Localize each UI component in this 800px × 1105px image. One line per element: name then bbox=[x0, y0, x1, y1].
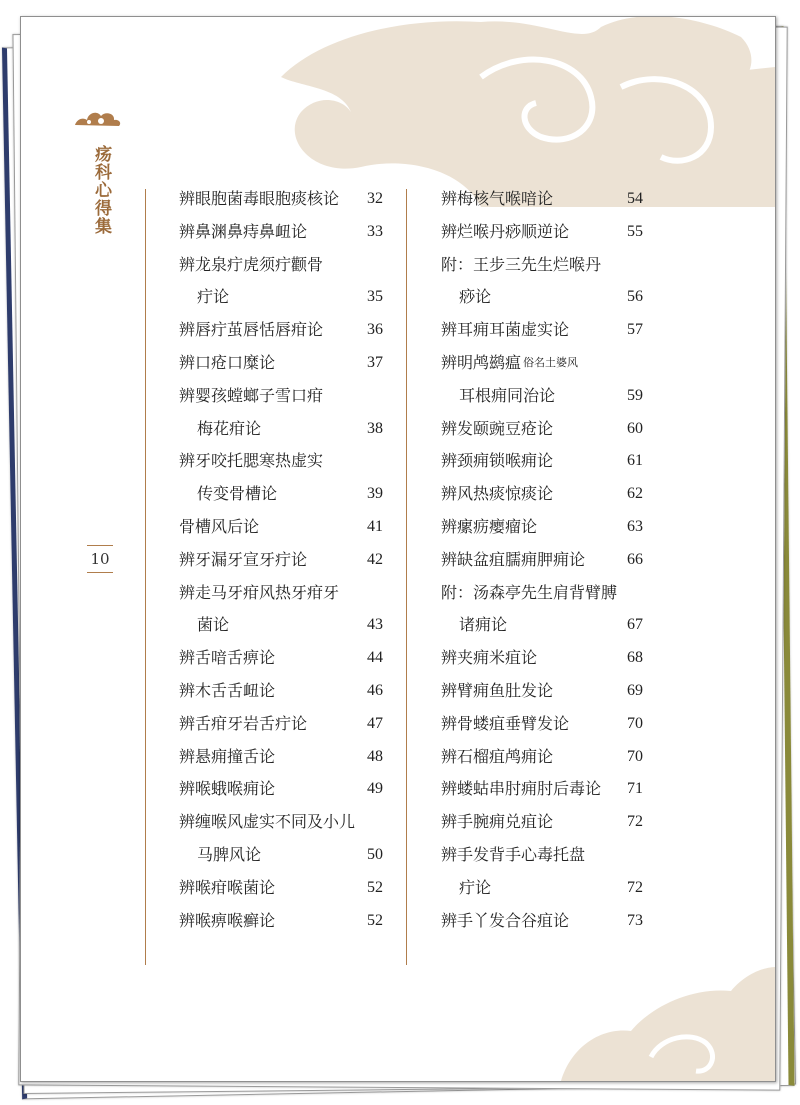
toc-entry-title: 辨石榴疽鸬痈论 bbox=[441, 746, 554, 766]
toc-entry-title: 传变骨槽论 bbox=[197, 484, 278, 504]
toc-entry-title: 辨悬痈撞舌论 bbox=[179, 746, 276, 766]
toc-entry-page: 63 bbox=[627, 517, 643, 535]
toc-entry[interactable] bbox=[179, 839, 383, 872]
toc-entry-title: 辨缺盆疽臑痈胛痈论 bbox=[441, 549, 586, 569]
toc-entry-title: 辨烂喉丹痧顺逆论 bbox=[441, 221, 570, 241]
toc-entry[interactable] bbox=[441, 445, 643, 478]
toc-entry[interactable] bbox=[179, 806, 383, 839]
center-column-rule bbox=[406, 189, 407, 965]
toc-entry-page: 35 bbox=[367, 288, 383, 306]
toc-entry[interactable] bbox=[441, 544, 643, 577]
toc-entry[interactable] bbox=[441, 806, 643, 839]
toc-entry[interactable] bbox=[179, 281, 383, 314]
toc-entry[interactable] bbox=[441, 413, 643, 446]
toc-entry-page: 61 bbox=[627, 452, 643, 470]
toc-entry-title: 辨牙漏牙宣牙疔论 bbox=[179, 549, 308, 569]
toc-entry[interactable] bbox=[441, 216, 643, 249]
toc-entry-title: 骨槽风后论 bbox=[179, 516, 260, 536]
toc-entry-title: 辨喉痹喉癣论 bbox=[179, 910, 276, 930]
toc-entry[interactable] bbox=[179, 445, 383, 478]
toc-entry-page: 54 bbox=[627, 190, 643, 207]
toc-entry-title: 痧论 bbox=[459, 287, 492, 307]
toc-entry-title: 辨喉蛾喉痈论 bbox=[179, 779, 276, 799]
toc-entry-page: 32 bbox=[367, 190, 383, 207]
book-title-vertical: 疡科心得集 bbox=[91, 145, 111, 235]
toc-entry[interactable] bbox=[441, 642, 643, 675]
toc-entry-title: 辨龙泉疔虎须疔颧骨 bbox=[179, 254, 324, 274]
toc-entry-page: 52 bbox=[367, 878, 383, 896]
cloud-ornament-bottom bbox=[561, 947, 775, 1081]
toc-entry[interactable] bbox=[441, 314, 643, 347]
toc-entry[interactable] bbox=[441, 872, 643, 905]
toc-entry-page: 38 bbox=[367, 419, 383, 437]
toc-entry[interactable] bbox=[441, 609, 643, 642]
toc-entry-page: 69 bbox=[627, 681, 643, 699]
toc-entry-page: 47 bbox=[367, 714, 383, 732]
toc-entry-title: 辨梅核气喉喑论 bbox=[441, 189, 554, 208]
toc-entry-title: 疔论 bbox=[459, 877, 492, 897]
toc-entry-title: 辨眼胞菌毒眼胞痰核论 bbox=[179, 189, 340, 208]
toc-entry-title: 辨臂痈鱼肚发论 bbox=[441, 680, 554, 700]
toc-entry[interactable] bbox=[441, 773, 643, 806]
toc-entry[interactable] bbox=[179, 708, 383, 741]
toc-entry[interactable] bbox=[441, 478, 643, 511]
toc-entry-page: 56 bbox=[627, 288, 643, 306]
toc-entry[interactable] bbox=[179, 577, 383, 610]
toc-entry-page: 43 bbox=[367, 616, 383, 634]
left-column-rule bbox=[145, 189, 146, 965]
toc-entry-title: 诸痈论 bbox=[459, 615, 508, 635]
toc-entry[interactable] bbox=[179, 413, 383, 446]
toc-entry[interactable] bbox=[179, 741, 383, 774]
toc-column-right bbox=[441, 183, 643, 937]
toc-entry[interactable] bbox=[441, 183, 643, 216]
toc-column-left bbox=[179, 183, 383, 937]
toc-entry[interactable] bbox=[441, 741, 643, 774]
cloud-ornament-top bbox=[281, 17, 775, 207]
toc-entry-title: 辨手腕痈兑疽论 bbox=[441, 812, 554, 832]
toc-entry-title: 辨耳痈耳菌虚实论 bbox=[441, 320, 570, 340]
toc-entry-title: 辨木舌舌衄论 bbox=[179, 680, 276, 700]
toc-entry[interactable] bbox=[179, 642, 383, 675]
toc-entry-title: 辨牙咬托腮寒热虚实 bbox=[179, 451, 324, 471]
toc-entry-page: 48 bbox=[367, 747, 383, 765]
toc-entry-page: 50 bbox=[367, 845, 383, 863]
toc-entry-title: 辨发颐豌豆疮论 bbox=[441, 418, 554, 438]
toc-entry[interactable] bbox=[179, 609, 383, 642]
toc-entry-page: 36 bbox=[367, 321, 383, 339]
toc-entry-page: 67 bbox=[627, 616, 643, 634]
cloud-logo-icon bbox=[73, 107, 123, 131]
toc-entry-page: 55 bbox=[627, 222, 643, 240]
toc-entry[interactable] bbox=[441, 380, 643, 413]
toc-entry-page: 46 bbox=[367, 681, 383, 699]
toc-entry-title: 辨骨蝼疽垂臂发论 bbox=[441, 713, 570, 733]
toc-entry[interactable] bbox=[179, 478, 383, 511]
toc-entry-title: 菌论 bbox=[197, 615, 230, 635]
toc-entry-title: 辨唇疔茧唇恬唇疳论 bbox=[179, 320, 324, 340]
toc-entry[interactable] bbox=[179, 216, 383, 249]
toc-entry-page: 42 bbox=[367, 550, 383, 568]
toc-entry-page: 60 bbox=[627, 419, 643, 437]
toc-entry-title: 附：王步三先生烂喉丹 bbox=[441, 254, 602, 274]
toc-entry[interactable] bbox=[179, 544, 383, 577]
toc-entry-page: 71 bbox=[627, 780, 643, 798]
toc-entry-title: 辨瘰疬瘿瘤论 bbox=[441, 516, 538, 536]
toc-entry-page: 66 bbox=[627, 550, 643, 568]
toc-entry[interactable] bbox=[441, 347, 643, 380]
toc-entry-title: 疔论 bbox=[197, 287, 230, 307]
toc-entry[interactable] bbox=[179, 347, 383, 380]
toc-entry[interactable] bbox=[179, 872, 383, 905]
toc-entry-title: 马脾风论 bbox=[197, 844, 262, 864]
toc-entry-page: 37 bbox=[367, 353, 383, 371]
toc-entry-page: 59 bbox=[627, 386, 643, 404]
toc-entry[interactable] bbox=[441, 249, 643, 282]
toc-entry-title: 耳根痈同治论 bbox=[459, 385, 556, 405]
toc-entry-title: 辨走马牙疳风热牙疳牙 bbox=[179, 582, 340, 602]
toc-entry-title: 辨手丫发合谷疽论 bbox=[441, 910, 570, 930]
toc-entry-page: 72 bbox=[627, 878, 643, 896]
toc-entry[interactable] bbox=[441, 905, 643, 938]
toc-entry-page: 33 bbox=[367, 222, 383, 240]
toc-entry[interactable] bbox=[441, 281, 643, 314]
toc-entry[interactable] bbox=[179, 183, 383, 216]
toc-entry-page: 41 bbox=[367, 517, 383, 535]
toc-entry[interactable] bbox=[179, 380, 383, 413]
toc-entry-note: 俗名土婆风 bbox=[523, 355, 578, 369]
book-page bbox=[20, 16, 776, 1082]
toc-entry-title: 辨风热痰惊痰论 bbox=[441, 484, 554, 504]
toc-entry-page: 73 bbox=[627, 911, 643, 929]
toc-entry-title: 辨缠喉风虚实不同及小儿 bbox=[179, 812, 356, 832]
toc-entry[interactable] bbox=[441, 708, 643, 741]
toc-entry-title: 辨婴孩螳螂子雪口疳 bbox=[179, 385, 324, 405]
toc-entry[interactable] bbox=[441, 577, 643, 610]
toc-entry[interactable] bbox=[179, 314, 383, 347]
toc-entry-title: 辨明鸬鹚瘟 bbox=[441, 352, 522, 372]
toc-entry-title: 辨喉疳喉菌论 bbox=[179, 877, 276, 897]
toc-entry[interactable] bbox=[441, 839, 643, 872]
toc-entry[interactable] bbox=[441, 511, 643, 544]
toc-entry-title: 辨夹痈米疽论 bbox=[441, 648, 538, 668]
toc-entry-page: 70 bbox=[627, 747, 643, 765]
toc-entry-title: 梅花疳论 bbox=[197, 418, 262, 438]
toc-entry[interactable] bbox=[179, 511, 383, 544]
toc-entry-page: 57 bbox=[627, 321, 643, 339]
toc-entry-page: 68 bbox=[627, 649, 643, 667]
toc-entry[interactable] bbox=[179, 773, 383, 806]
toc-entry-title: 辨舌喑舌痹论 bbox=[179, 648, 276, 668]
toc-entry-page: 72 bbox=[627, 813, 643, 831]
toc-entry[interactable] bbox=[441, 675, 643, 708]
toc-entry-title: 辨舌疳牙岩舌疔论 bbox=[179, 713, 308, 733]
toc-entry-title: 辨鼻渊鼻痔鼻衄论 bbox=[179, 221, 308, 241]
toc-entry-title: 辨颈痈锁喉痈论 bbox=[441, 451, 554, 471]
toc-entry-title: 附：汤森亭先生肩背臂膊 bbox=[441, 582, 618, 602]
toc-entry[interactable] bbox=[179, 905, 383, 938]
toc-entry-page: 70 bbox=[627, 714, 643, 732]
toc-entry-page: 39 bbox=[367, 485, 383, 503]
toc-entry-page: 62 bbox=[627, 485, 643, 503]
toc-entry[interactable] bbox=[179, 249, 383, 282]
toc-entry-title: 辨蝼蛄串肘痈肘后毒论 bbox=[441, 779, 602, 799]
toc-entry[interactable] bbox=[179, 675, 383, 708]
toc-entry-page: 52 bbox=[367, 911, 383, 929]
toc-entry-title: 辨手发背手心毒托盘 bbox=[441, 844, 586, 864]
page-number: 10 bbox=[87, 545, 113, 573]
toc-entry-title: 辨口疮口糜论 bbox=[179, 352, 276, 372]
toc-entry-page: 44 bbox=[367, 649, 383, 667]
toc-entry-page: 49 bbox=[367, 780, 383, 798]
